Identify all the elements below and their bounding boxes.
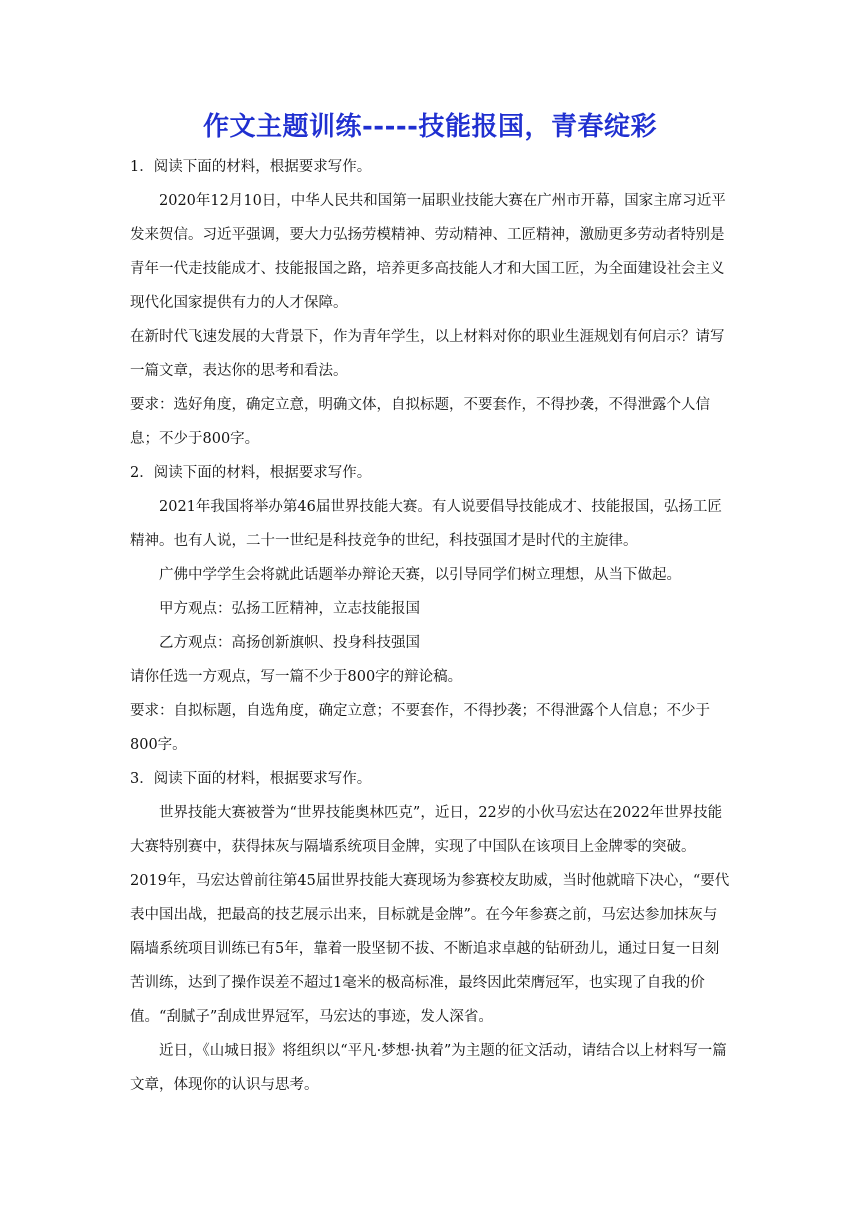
- q1-prompt: 在新时代飞速发展的大背景下，作为青年学生，以上材料对你的职业生涯规划有何启示？请写一篇文章，表达你的思考和看法。: [130, 329, 725, 379]
- q1-requirements: 要求：选好角度，确定立意，明确文体，自拟标题，不要套作，不得抄袭，不得泄露个人信息；不少于800字。: [130, 397, 710, 447]
- q2-prompt: 请你任选一方观点，写一篇不少于800字的辩论稿。: [130, 669, 463, 685]
- q2-side-b: 乙方观点：高扬创新旗帜、投身科技强国: [159, 635, 420, 651]
- q2-heading: 2．阅读下面的材料，根据要求写作。: [130, 465, 372, 481]
- q2-material: 2021年我国将举办第46届世界技能大赛。有人说要倡导技能成才、技能报国，弘扬工匠精神。也有人说，二十一世纪是科技竞争的世纪，科技强国才是时代的主旋律。: [130, 499, 722, 549]
- q2-side-a: 甲方观点：弘扬工匠精神，立志技能报国: [159, 601, 420, 617]
- q2-context: 广佛中学学生会将就此话题举办辩论天赛，以引导同学们树立理想，从当下做起。: [159, 567, 681, 583]
- q3-heading: 3．阅读下面的材料，根据要求写作。: [130, 771, 372, 787]
- q3-prompt: 近日，《山城日报》将组织以“平凡·梦想·执着”为主题的征文活动，请结合以上材料写一篇文章，体现你的认识与思考。: [130, 1043, 727, 1093]
- q1-heading: 1．阅读下面的材料，根据要求写作。: [130, 159, 372, 175]
- document-title: 作文主题训练-----技能报国，青春绽彩: [203, 112, 657, 142]
- q1-material: 2020年12月10日，中华人民共和国第一届职业技能大赛在广州市开幕，国家主席习近平发来贺信。习近平强调，要大力弘扬劳模精神、劳动精神、工匠精神，激励更多劳动者特别是青年一代走技能成才、技能报国之路，培养更多高技能人才和大国工匠，为全面建设社会主义现代化国家提供有力的人才保障。: [130, 193, 726, 311]
- q2-requirements: 要求：自拟标题，自选角度，确定立意；不要套作，不得抄袭；不得泄露个人信息；不少于800字。: [130, 703, 710, 753]
- q3-material: 世界技能大赛被誉为“世界技能奥林匹克”，近日，22岁的小伙马宏达在2022年世界技能大赛特别赛中，获得抹灰与隔墙系统项目金牌，实现了中国队在该项目上金牌零的突破。2019年，马宏达曾前往第45届世界技能大赛现场为参赛校友助威，当时他就暗下决心，“要代表中国出战，把最高的技艺展示出来，目标就是金牌”。在今年参赛之前，马宏达参加抹灰与隔墙系统项目训练已有5年，靠着一股坚韧不拔、不断追求卓越的钻研劲儿，通过日复一日刻苦训练，达到了操作误差不超过1毫米的极高标准，最终因此荣膺冠军，也实现了自我的价值。“刮腻子”刮成世界冠军，马宏达的事迹，发人深省。: [130, 805, 730, 1025]
- document-body: [130, 150, 730, 1102]
